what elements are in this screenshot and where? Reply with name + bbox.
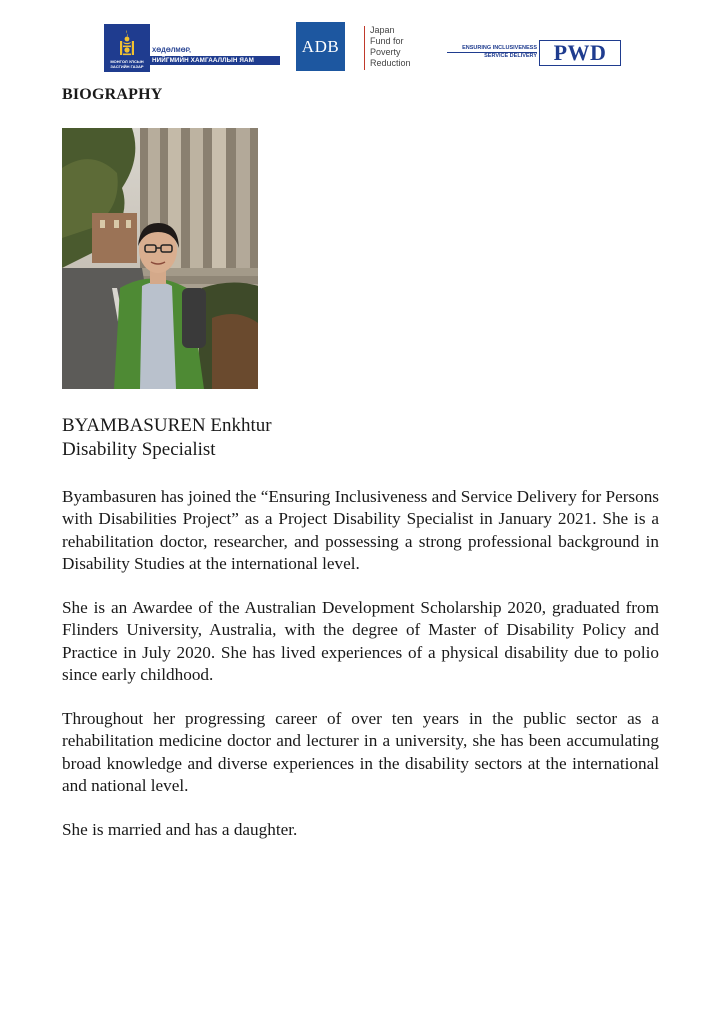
ministry-logo bbox=[104, 24, 274, 72]
bio-paragraph: Byambasuren has joined the “Ensuring Inclusiveness and Service Delivery for Persons with Disabilities Project” as a Project Disability Specialist in January 2021. She is a rehabilitation doctor, researcher, and possessing a strong professional background in Disability Studies at the international level. bbox=[62, 487, 659, 573]
adb-logo bbox=[296, 22, 345, 71]
bio-paragraph: Throughout her progressing career of over ten years in the public sector as a rehabilitation medicine doctor and lecturer in a university, she has been accumulating broad knowledge and diverse experiences in the disability sectors at the international and national level. bbox=[62, 709, 659, 795]
pwd-project-logo bbox=[447, 40, 621, 66]
jfpr-logo-text bbox=[370, 25, 411, 69]
ministry-name-line1: ХӨДӨЛМӨР, bbox=[152, 47, 192, 54]
jfpr-line: Japan bbox=[370, 25, 395, 35]
person-name: BYAMBASUREN Enkhtur bbox=[62, 415, 272, 436]
emblem-text: МОНГОЛ УЛСЫН ЗАСГИЙН ГАЗАР bbox=[110, 59, 144, 69]
page-title: BIOGRAPHY bbox=[62, 86, 163, 103]
soyombo-emblem-icon bbox=[104, 24, 150, 72]
pwd-logo-mark: PWD bbox=[539, 40, 621, 66]
soyombo-icon bbox=[117, 29, 137, 57]
pwd-logo-subtitle bbox=[447, 45, 537, 60]
ministry-name bbox=[150, 46, 280, 65]
pwd-logo-line2: SERVICE DELIVERY bbox=[484, 53, 537, 59]
portrait-photo bbox=[62, 128, 258, 389]
pwd-logo-line1: ENSURING INCLUSIVENESS bbox=[462, 45, 537, 51]
jfpr-line: Reduction bbox=[370, 58, 411, 68]
logo-divider bbox=[364, 26, 365, 70]
logo-bar bbox=[0, 22, 721, 74]
jfpr-line: Fund for bbox=[370, 36, 404, 46]
portrait-photo-icon bbox=[62, 128, 258, 389]
jfpr-line: Poverty bbox=[370, 47, 401, 57]
ministry-name-line2: НИЙГМИЙН ХАМГААЛЛЫН ЯАМ bbox=[150, 56, 280, 65]
adb-logo-text: ADB bbox=[301, 37, 340, 56]
bio-paragraph: She is married and has a daughter. bbox=[62, 820, 298, 839]
person-role: Disability Specialist bbox=[62, 439, 216, 460]
bio-paragraph: She is an Awardee of the Australian Development Scholarship 2020, graduated from Flinders University, Australia, with the degree of Master of Disability Policy and Practice in July 2020. She has lived experiences of a physical disability due to polio since early childhood. bbox=[62, 598, 659, 684]
